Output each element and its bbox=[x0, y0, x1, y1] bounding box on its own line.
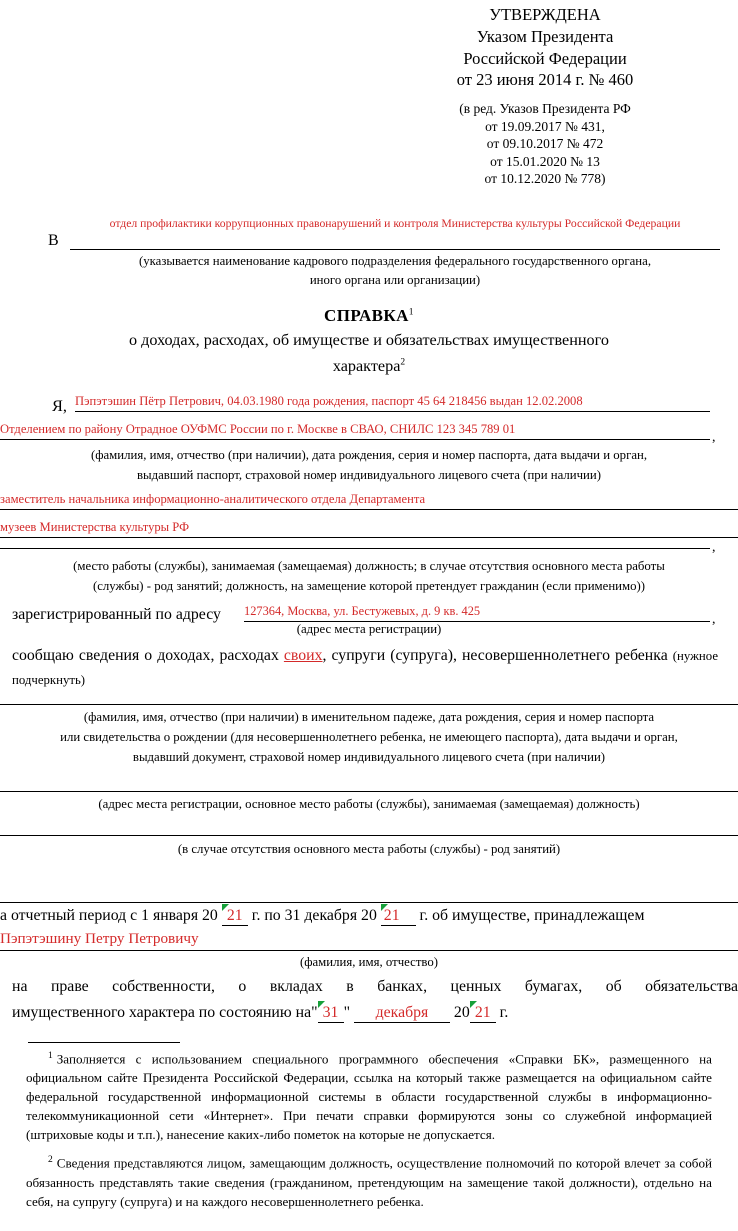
inform-paragraph bbox=[12, 644, 718, 691]
organization-caption-line-2: иного органа или организации) bbox=[309, 273, 481, 288]
family-member-input-line-1[interactable] bbox=[0, 704, 738, 705]
property-owner-caption: (фамилия, имя, отчество) bbox=[299, 955, 439, 969]
reporting-period-text-middle: г. по 31 декабря 20 bbox=[251, 907, 377, 924]
inform-hint: (нужное подчеркнуть) bbox=[12, 649, 719, 687]
declarant-caption-line-2: выдавший паспорт, страховой номер индивидуального лицевого счета (при наличии) bbox=[136, 467, 602, 482]
family-member-input-line-3[interactable] bbox=[0, 835, 738, 836]
property-statement-line-1: на праве собственности, о вкладах в банках, ценных бумагах, об обязательства bbox=[12, 978, 738, 995]
declarant-caption-line-1: (фамилия, имя, отчество (при наличии), дата рождения, серия и номер паспорта, дата выдачи и орган, bbox=[90, 448, 648, 462]
position-caption bbox=[0, 556, 738, 597]
reporting-period-row bbox=[0, 902, 738, 926]
footnote-2-marker: 2 bbox=[48, 1155, 53, 1166]
property-statement-text-before: имущественного характера по состоянию на bbox=[12, 1004, 312, 1021]
property-year-prefix: 20 bbox=[453, 1004, 470, 1021]
approval-editions bbox=[380, 100, 710, 188]
approval-edition-1: от 19.09.2017 № 431, bbox=[485, 118, 605, 134]
declarant-identity-input-line-2[interactable]: Отделением по району Отрадное ОУФМС России по г. Москве в СВАО, СНИЛС 123 345 789 01 bbox=[0, 422, 710, 440]
family-member-caption-3 bbox=[0, 840, 738, 860]
title-subtitle-line-1: о доходах, расходах, об имуществе и обязательствах имущественного bbox=[129, 331, 609, 349]
property-month-field[interactable]: декабря bbox=[354, 1004, 450, 1023]
document-title bbox=[0, 306, 738, 379]
approval-edition-2: от 09.10.2017 № 472 bbox=[486, 136, 604, 152]
title-footnote-marker-1: 1 bbox=[408, 307, 414, 318]
family-member-caption-2-line-1: (адрес места регистрации, основное место работы (службы), занимаемая (замещаемая) должность) bbox=[98, 797, 640, 811]
property-quote-open: " bbox=[311, 1004, 318, 1021]
position-input-line-1[interactable]: заместитель начальника информационно-аналитического отдела Департамента bbox=[0, 492, 738, 510]
family-member-caption-2 bbox=[0, 795, 738, 815]
declarant-trailing-comma: , bbox=[712, 430, 716, 445]
registration-trailing-comma: , bbox=[712, 612, 716, 627]
title-subtitle-text: характера bbox=[332, 357, 401, 376]
approval-line-2: Указом Президента bbox=[476, 26, 614, 46]
title-main-text: СПРАВКА bbox=[324, 306, 409, 325]
reporting-period-text-after: г. об имуществе, принадлежащем bbox=[419, 907, 645, 924]
approval-edition-4: от 10.12.2020 № 778) bbox=[484, 171, 606, 187]
organization-prefix-label: В bbox=[48, 232, 59, 249]
inform-selected-option[interactable]: своих bbox=[283, 647, 323, 664]
approval-edition-0: (в ред. Указов Президента РФ bbox=[459, 101, 631, 117]
inform-text-part-1: сообщаю сведения о доходах, расходах bbox=[12, 647, 284, 664]
organization-input[interactable]: отдел профилактики коррупционных правонарушений и контроля Министерства культуры Российской Федерации bbox=[70, 216, 720, 250]
property-owner-input[interactable]: Пэпэтэшину Петру Петровичу bbox=[0, 930, 738, 951]
footnote-2 bbox=[26, 1154, 712, 1211]
approval-line-1: УТВЕРЖДЕНА bbox=[489, 5, 601, 24]
reporting-period-end-year-field[interactable]: 21 bbox=[381, 907, 416, 926]
property-year-suffix: г. bbox=[499, 1004, 509, 1021]
registration-address-input[interactable]: 127364, Москва, ул. Бестужевых, д. 9 кв. 425 bbox=[244, 604, 710, 622]
footnote-1 bbox=[26, 1050, 712, 1145]
position-trailing-comma: , bbox=[712, 540, 716, 555]
property-quote-close: " bbox=[343, 1004, 351, 1021]
approval-line-4: от 23 июня 2014 г. № 460 bbox=[456, 70, 634, 90]
footnote-2-text: Сведения представляются лицом, замещающим должность, осуществление полномочий по которой влечет за собой обязанность представлять такие сведения (гражданином, претендующим на замещение такой должности), отдельно на себя, на супругу (супруга) и на каждого несовершеннолетнего ребенка. bbox=[26, 1155, 712, 1209]
family-member-input-line-2[interactable] bbox=[0, 791, 738, 792]
reporting-period-text-before: а отчетный период с 1 января 20 bbox=[0, 907, 218, 924]
position-caption-line-2: (службы) - род занятий; должность, на замещение которой претендует гражданин (если применимо)) bbox=[92, 579, 646, 594]
organization-caption bbox=[70, 252, 720, 290]
footnote-1-marker: 1 bbox=[48, 1051, 53, 1061]
property-statement-line-2 bbox=[12, 1004, 738, 1023]
declarant-identity-input-line-1[interactable]: Пэпэтэшин Пётр Петрович, 04.03.1980 года рождения, паспорт 45 64 218456 выдан 12.02.2008 bbox=[75, 394, 710, 412]
family-member-caption-1 bbox=[0, 708, 738, 767]
reporting-period-start-year-field[interactable]: 21 bbox=[222, 907, 248, 926]
family-member-caption-1-line-3: выдавший документ, страховой номер индивидуального лицевого счета (при наличии) bbox=[132, 749, 606, 764]
title-subtitle-line-2 bbox=[0, 355, 738, 378]
inform-text-part-2: , супруги (супруга), несовершеннолетнего ребенка bbox=[322, 647, 673, 664]
footnotes-block bbox=[26, 1050, 712, 1221]
position-caption-line-1: (место работы (службы), занимаемая (замещаемая) должность; в случае отсутствия основного места работы bbox=[73, 559, 665, 573]
registration-label: зарегистрированный по адресу bbox=[12, 606, 221, 623]
family-member-caption-3-line-1: (в случае отсутствия основного места работы (службы) - род занятий) bbox=[177, 842, 561, 856]
family-member-caption-1-line-2: или свидетельства о рождении (для несовершеннолетнего ребенка, не имеющего паспорта), дата выдачи и орган, bbox=[60, 729, 678, 744]
position-input-line-3[interactable] bbox=[0, 548, 710, 549]
organization-caption-line-1: (указывается наименование кадрового подразделения федерального государственного органа, bbox=[138, 254, 652, 268]
declarant-prefix-label: Я, bbox=[52, 396, 67, 415]
property-day-field[interactable]: 31 bbox=[318, 1004, 344, 1023]
declarant-caption bbox=[0, 446, 738, 486]
position-input-line-2[interactable]: музеев Министерства культуры РФ bbox=[0, 520, 738, 538]
page-title bbox=[0, 306, 738, 326]
footnote-separator-rule bbox=[28, 1042, 180, 1043]
property-year-field[interactable]: 21 bbox=[470, 1004, 496, 1023]
footnote-1-text: Заполняется с использованием специального программного обеспечения «Справки БК», размещенного на официальном сайте Президента Российской Федерации, ссылка на который также размещается на официальном сайте федеральной государственной информационной системы в области государственной службы в информационно-телекоммуникационной сети «Интернет». При печати справки формируются зоны со служебной информацией (штриховые коды и т.п.), нанесение каких-либо пометок на которые не допускается. bbox=[26, 1051, 712, 1143]
approval-line-3: Российской Федерации bbox=[463, 48, 627, 68]
approval-edition-3: от 15.01.2020 № 13 bbox=[490, 153, 600, 169]
registration-caption: (адрес места регистрации) bbox=[296, 622, 442, 636]
family-member-caption-1-line-1: (фамилия, имя, отчество (при наличии) в именительном падеже, дата рождения, серия и номер паспорта bbox=[83, 710, 655, 724]
approval-header bbox=[380, 4, 710, 188]
title-footnote-marker-2: 2 bbox=[400, 358, 406, 369]
